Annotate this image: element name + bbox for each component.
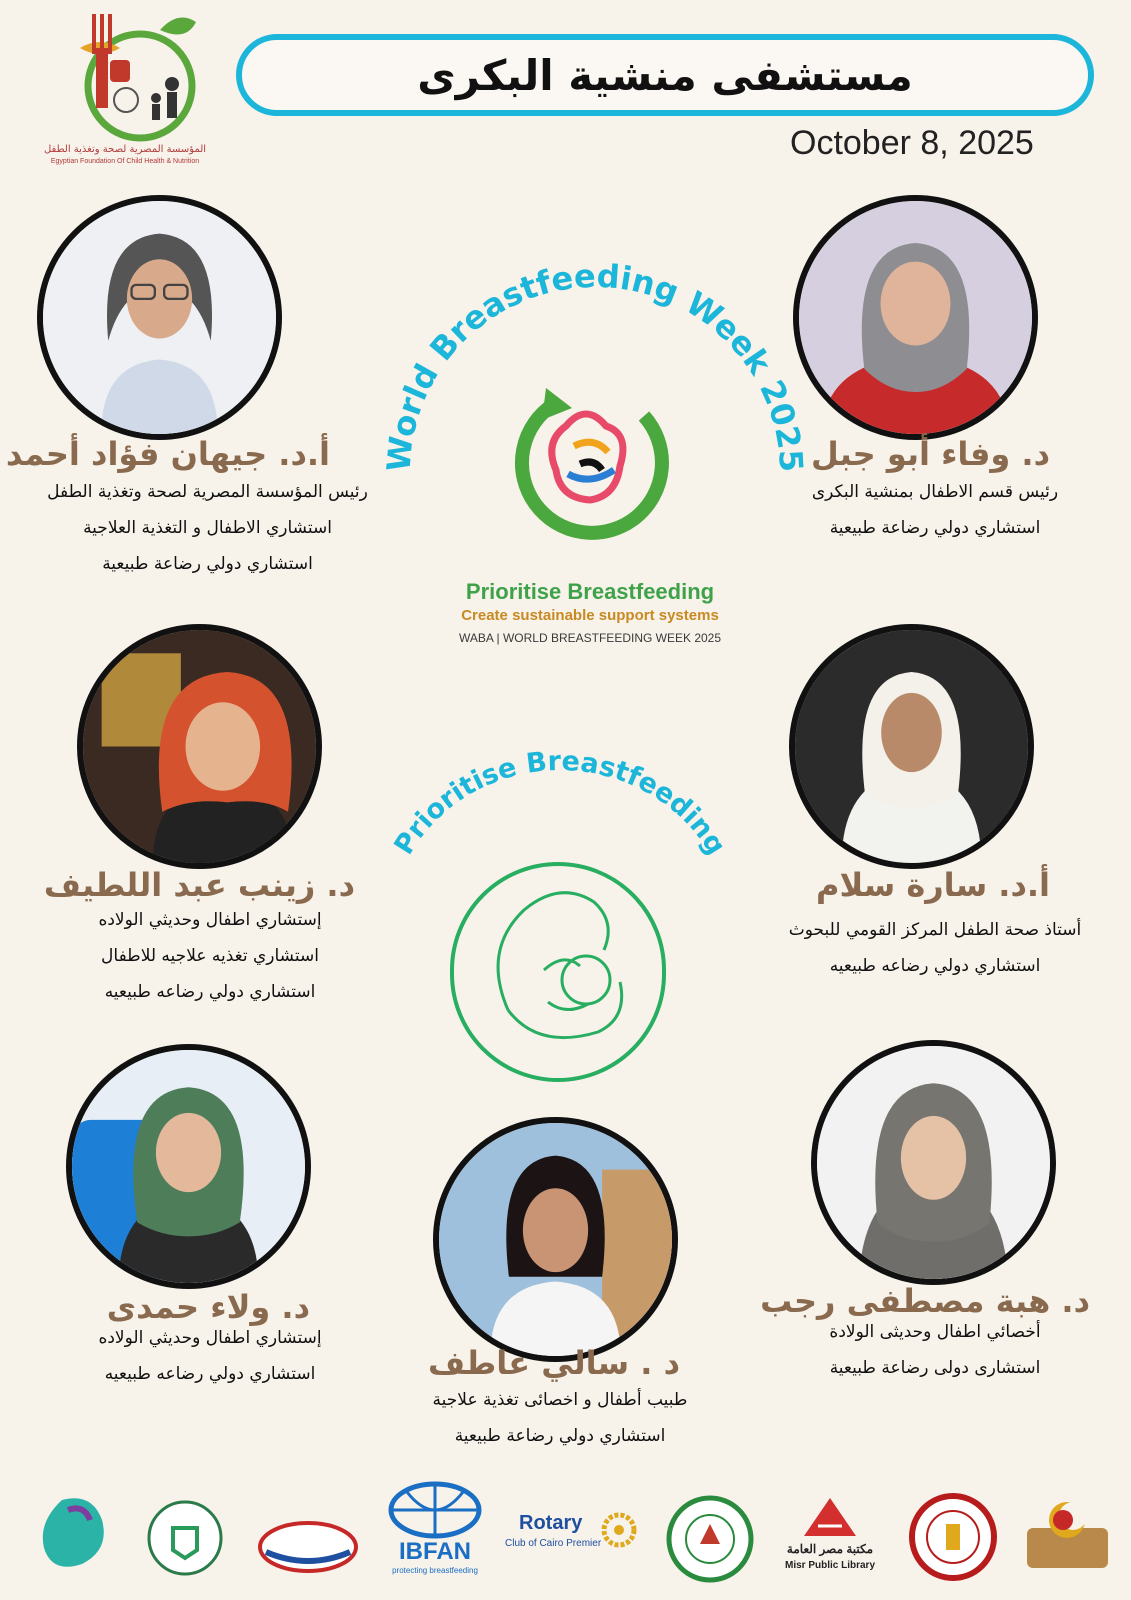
campaign-arc-title-2-text: Prioritise Breastfeeding [388,745,732,861]
speaker-name-3: د. زينب عبد اللطيف [43,866,355,904]
seal-icon [665,1494,755,1584]
org-logo [40,8,210,168]
speaker-role: استشارى دولى رضاعة طبيعية [829,1358,1041,1378]
portrait-icon [43,201,276,434]
speaker-role: استشاري دولي رضاعة طبيعية [102,554,313,574]
org-logo-icon [40,8,210,144]
campaign-arc-title-text: World Breastfeeding Week 2025 [379,262,810,474]
speaker-role: استشاري دولي رضاعه طبيعيه [104,982,316,1002]
elca-logo [22,1490,122,1580]
syndicate-seal-icon [908,1492,998,1582]
speaker-name-7: د. هبة مصطفى رجب [760,1282,1090,1320]
speaker-role: إستشاري اطفال وحديثي الولاده [98,1328,322,1348]
hospital-name: مستشفى منشية البكرى [417,50,913,100]
speaker-role: أخصائي اطفال وحديثى الولادة [829,1322,1041,1342]
speaker-role: استشاري دولي رضاعه طبيعيه [829,956,1041,976]
portrait-icon [72,1050,305,1283]
org-caption-ar: المؤسسة المصرية لصحة وتغذية الطفل [43,144,207,155]
portrait-icon [439,1123,672,1356]
speaker-photo-3 [77,624,322,869]
speaker-name-5: د. ولاء حمدى [106,1288,310,1326]
pyramid-icon [802,1496,858,1538]
speaker-photo-6 [433,1117,678,1362]
rotary-logo [505,1512,640,1562]
speaker-role: أستاذ صحة الطفل المركز القومي للبحوث [788,920,1082,940]
speaker-photo-4 [789,624,1034,869]
speaker-photo-2 [793,195,1038,440]
ibfan-label: IBFAN [399,1538,471,1565]
eha-logo-icon [145,1498,225,1578]
globe-icon [385,1480,485,1540]
ministry-seal-logo [665,1494,755,1584]
eha-logo [145,1498,225,1578]
speaker-name-1: أ.د. جيهان فؤاد أحمد [5,435,330,473]
library-label-en: Misr Public Library [784,1560,876,1571]
misr-public-library-logo [780,1496,880,1586]
speaker-photo-7 [811,1040,1056,1285]
library-label-ar: مكتبة مصر العامة [786,1542,874,1556]
speaker-role: إستشاري اطفال وحديثي الولاده [98,910,322,930]
speaker-role: استشاري الاطفال و التغذية العلاجية [83,518,332,538]
ibfan-sub-label: protecting breastfeeding [392,1566,478,1575]
rotary-wheel-icon [601,1512,637,1548]
hospitals-secretariat-logo [1025,1494,1110,1574]
ibfan-logo [385,1480,485,1580]
speaker-role: رئيس قسم الاطفال بمنشية البكرى [811,482,1059,502]
portrait-icon [795,630,1028,863]
org-caption-en: Egyptian Foundation Of Child Health & Nutrition [50,158,200,165]
speaker-role: استشاري دولي رضاعة طبيعية [454,1426,666,1446]
crescent-icon [1025,1494,1110,1574]
speaker-role: رئيس المؤسسة المصرية لصحة وتغذية الطفل [47,482,368,502]
speaker-role: طبيب أطفال و اخصائى تغذية علاجية [432,1390,688,1410]
speaker-photo-1 [37,195,282,440]
portrait-icon [83,630,316,863]
event-date: October 8, 2025 [790,124,1034,162]
waba-emblem-icon [494,386,684,546]
rotary-sub-label: Club of Cairo Premier [505,1538,602,1549]
nutrition-institute-logo-icon [258,1520,358,1574]
speaker-role: استشاري دولي رضاعه طبيعيه [104,1364,316,1384]
speaker-role: استشاري تغذيه علاجيه للاطفال [101,946,319,966]
nutrition-institute-logo [258,1520,358,1574]
portrait-icon [817,1046,1050,1279]
portrait-icon [799,201,1032,434]
campaign-logo-title: Prioritise Breastfeeding [465,579,715,604]
speaker-role: استشاري دولي رضاعة طبيعية [829,518,1041,538]
cairo-medical-syndicate-logo [908,1492,998,1582]
hospital-title-banner [236,34,1094,116]
campaign-logo-footer: WABA | WORLD BREASTFEEDING WEEK 2025 [458,631,722,645]
campaign-logo-subtitle: Create sustainable support systems [461,607,719,624]
speaker-name-2: د. وفاء أبو جبل [811,435,1050,473]
elca-logo-icon [22,1490,122,1580]
speaker-name-6: د . سالي عاطف [428,1344,680,1382]
speaker-name-4: أ.د. سارة سلام [816,866,1050,904]
rotary-label: Rotary [519,1512,583,1534]
mother-child-icon [448,860,668,1084]
speaker-photo-5 [66,1044,311,1289]
partner-logos-row [0,1470,1131,1600]
